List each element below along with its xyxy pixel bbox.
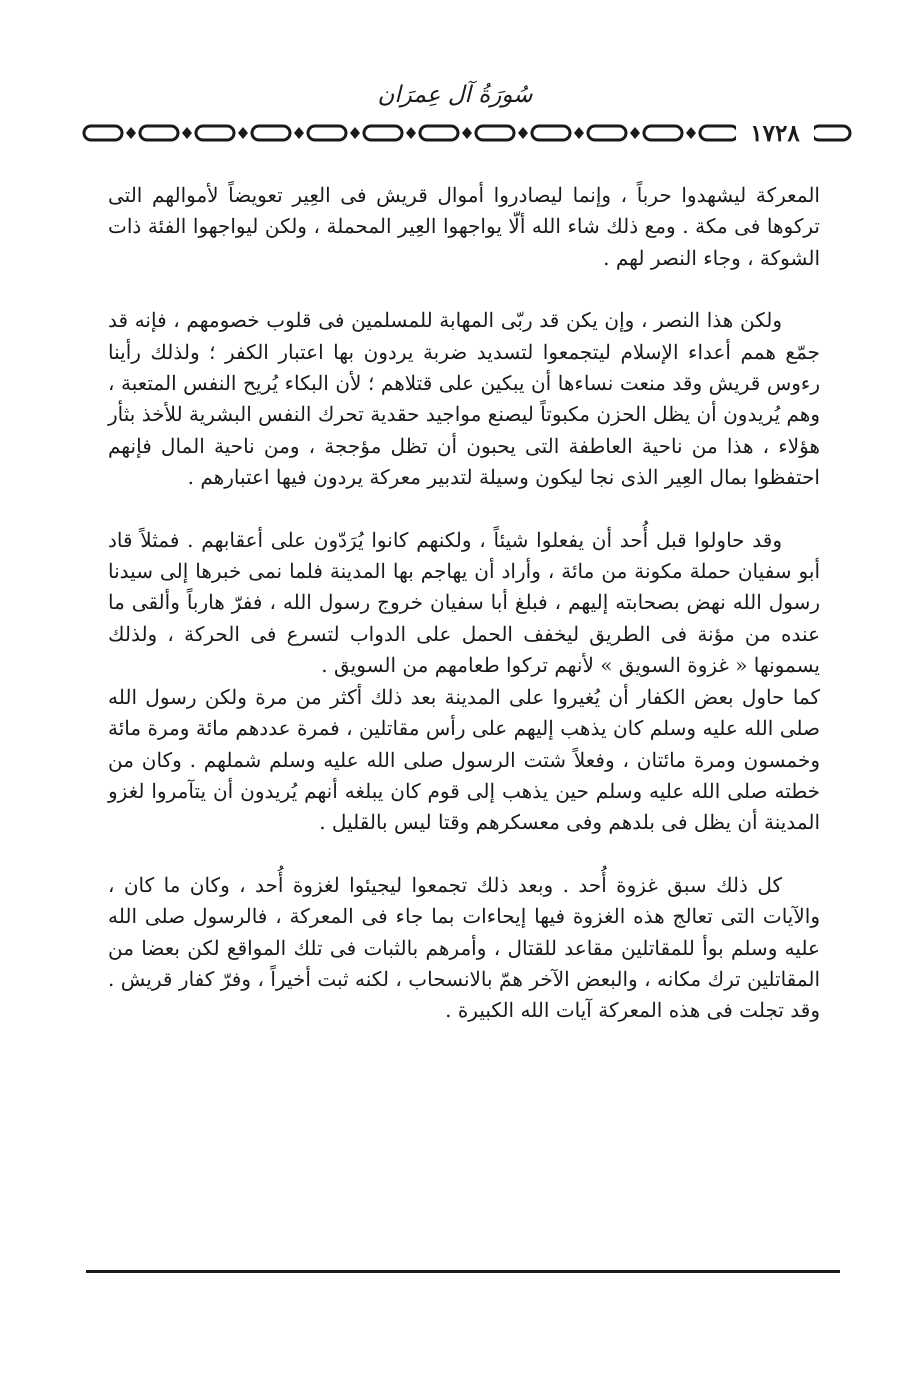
paragraph-4: كما حاول بعض الكفار أن يُغيروا على المدينة بعد ذلك أكثر من مرة ولكن رسول الله صلى الله عليه وسلم كان يذهب إليهم على رأس مقاتلين ، فمرة عددهم مائة ومرة مائة وخمسون ومرة مائتان ، وفعلاً شتت الرسول صلى الله عليه وسلم شملهم . وكان من خطته صلى الله عليه وسلم حين يذهب إلى قوم كان يبلغه أنهم يُريدون أن يتآمروا لغزو المدينة أن يظل فى بلدهم وفى معسكرهم وقتا ليس بالقليل . bbox=[108, 684, 821, 835]
page-number: ١٧٢٨ bbox=[736, 118, 814, 148]
surah-title: سُورَةُ آل عِمرَان bbox=[377, 82, 533, 108]
body-text bbox=[108, 180, 820, 1027]
footer-rule bbox=[86, 1270, 840, 1273]
paragraph-3: وقد حاولوا قبل أُحد أن يفعلوا شيئاً ، ولكنهم كانوا يُرَدّون على أعقابهم . فمثلاً قاد أبو سفيان حملة مكونة من مائة ، وأراد أن يهاجم بها المدينة فلما نمى خبرها إلى سيدنا رسول الله نهض بصحابته إليهم ، فبلغ أبا سفيان خروج رسول الله ، ففرّ هارباً وألقى ما عنده من مؤنة فى الطريق ليخفف الحمل على الدواب لتسرع فى الحركة ، ولذلك يسمونها « غزوة السويق » لأنهم تركوا طعامهم من السويق . bbox=[108, 527, 820, 678]
paragraph-2: ولكن هذا النصر ، وإن يكن قد ربّى المهابة للمسلمين فى قلوب خصومهم ، فإنه قد جمّع همم أعداء الإسلام ليتجمعوا لتسديد ضربة يردون بها اعتبار الكفر ؛ ولذلك رأينا رءوس قريش وقد منعت نساءها أن يبكين على قتلاهم ؛ لأن البكاء يُريح النفس المتعبة ، وهم يُريدون أن يظل الحزن مكبوتاً ليصنع مواجيد حقدية تحرك النفس البشرية للأخذ بثأر هؤلاء ، هذا من ناحية العاطفة التى يحبون أن تظل مؤججة ، ومن ناحية المال فإنهم احتفظوا بمال العِير الذى نجا ليكون وسيلة لتدبير معركة يردون فيها اعتبارهم . bbox=[108, 308, 820, 490]
paragraph-5: كل ذلك سبق غزوة أُحد . وبعد ذلك تجمعوا ليجيئوا لغزوة أُحد ، وكان ما كان ، والآيات التى تعالج هذه الغزوة فيها إيحاءات بما جاء فى المعركة ، فالرسول صلى الله عليه وسلم بوأ للمقاتلين مقاعد للقتال ، وأمرهم بالثبات فى تلك المواقع لكن بعضا من المقاتلين ترك مكانه ، والبعض الآخر همّ بالانسحاب ، لكنه ثبت أخيراً ، وفرّ كفار قريش . وقد تجلت فى هذه المعركة آيات الله الكبيرة . bbox=[108, 872, 820, 1023]
paragraph-1: المعركة ليشهدوا حرباً ، وإنما ليصادروا أموال قريش فى العِير تعويضاً لأموالهم التى تركوها فى مكة . ومع ذلك شاء الله ألّا يواجهوا العِير المحملة ، ولكن ليواجهوا الفئة ذات الشوكة ، وجاء النصر لهم . bbox=[108, 183, 820, 270]
